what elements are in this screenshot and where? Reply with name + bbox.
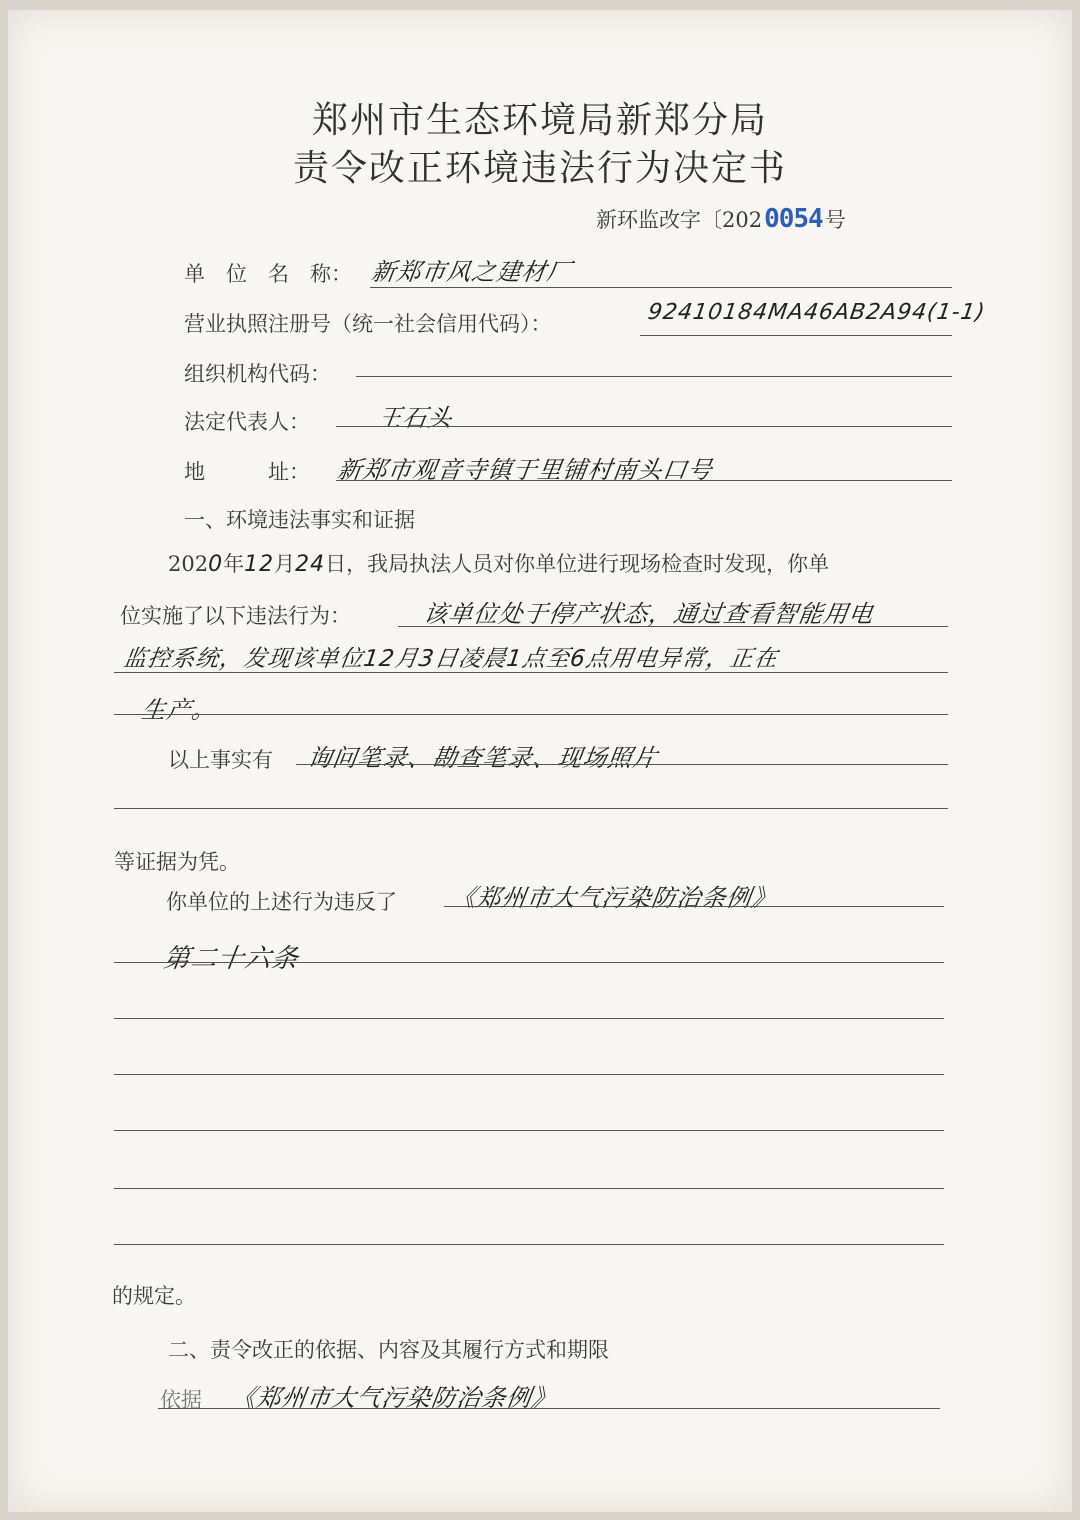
violated-line3: [114, 1018, 944, 1019]
violated-line6: [114, 1188, 944, 1189]
evidence-prefix: 以上事实有: [168, 748, 273, 772]
legal-rep-label: 法定代表人：: [184, 410, 310, 434]
date-prefix: 202: [168, 552, 209, 576]
license-line: [640, 335, 952, 336]
date-year-suffix: 年: [223, 552, 245, 576]
license-value: 92410184MA46AB2A94(1-1): [646, 300, 988, 325]
violated-line1: [444, 906, 944, 907]
violation-line3: [114, 714, 948, 715]
document-number-prefix: 新环监改字〔202: [596, 208, 763, 232]
legal-rep-value: 王石头: [375, 404, 455, 432]
violated-line5: [114, 1130, 944, 1131]
address-label: 地 址：: [184, 460, 310, 484]
date-month-handwritten: 12: [244, 552, 275, 577]
date-day-handwritten: 24: [295, 552, 326, 577]
org-code-label: 组织机构代码：: [184, 362, 331, 386]
address-value: 新郑市观音寺镇于里铺村南头口号: [335, 456, 715, 484]
document-number: [596, 204, 846, 234]
violation-text-line2: 监控系统，发现该单位12月3日凌晨1点至6点用电异常，正在: [121, 646, 780, 672]
license-label: 营业执照注册号（统一社会信用代码）：: [184, 312, 552, 336]
document-title: 责令改正环境违法行为决定书: [292, 148, 787, 189]
evidence-line2: [114, 808, 948, 809]
unit-name-value: 新郑市风之建材厂: [369, 258, 574, 286]
basis-regulation: 《郑州市大气污染防治条例》: [229, 1384, 559, 1412]
provision-suffix: 的规定。: [112, 1284, 196, 1308]
violation-text-line3: 生产。: [139, 696, 219, 724]
evidence-text: 询问笔录、勘查笔录、现场照片: [305, 744, 660, 772]
legal-rep-line: [336, 426, 952, 427]
unit-name-label: 单 位 名 称：: [184, 262, 352, 286]
violated-prefix: 你单位的上述行为违反了: [166, 890, 397, 914]
violated-line2: [114, 962, 944, 963]
evidence-suffix: 等证据为凭。: [114, 850, 240, 874]
unit-name-line: [370, 287, 952, 288]
document-number-stamp: 0054: [764, 204, 823, 234]
date-day-suffix: 日，我局执法人员对你单位进行现场检查时发现，你单: [325, 552, 830, 576]
violated-line7: [114, 1244, 944, 1245]
violation-line2: [114, 672, 948, 673]
violated-regulation: 《郑州市大气污染防治条例》: [449, 884, 779, 912]
inspection-date-sentence: [168, 548, 829, 578]
basis-line: [158, 1408, 940, 1409]
org-code-line: [356, 376, 952, 377]
violated-article: 第二十六条: [161, 944, 301, 974]
violated-line4: [114, 1074, 944, 1075]
basis-prefix: 依据: [160, 1388, 202, 1412]
section2-heading: 二、责令改正的依据、内容及其履行方式和期限: [168, 1338, 609, 1362]
violation-prefix: 位实施了以下违法行为：: [120, 604, 351, 628]
document-number-suffix: 号: [824, 208, 846, 232]
address-line: [336, 480, 952, 481]
date-month-suffix: 月: [274, 552, 296, 576]
evidence-line1: [296, 764, 948, 765]
violation-text-line1: 该单位处于停产状态，通过查看智能用电: [421, 600, 876, 628]
violation-line1: [398, 626, 948, 627]
date-year-handwritten: 0: [208, 552, 224, 577]
section1-heading: 一、环境违法事实和证据: [184, 508, 415, 532]
issuing-authority-title: 郑州市生态环境局新郑分局: [311, 100, 768, 141]
